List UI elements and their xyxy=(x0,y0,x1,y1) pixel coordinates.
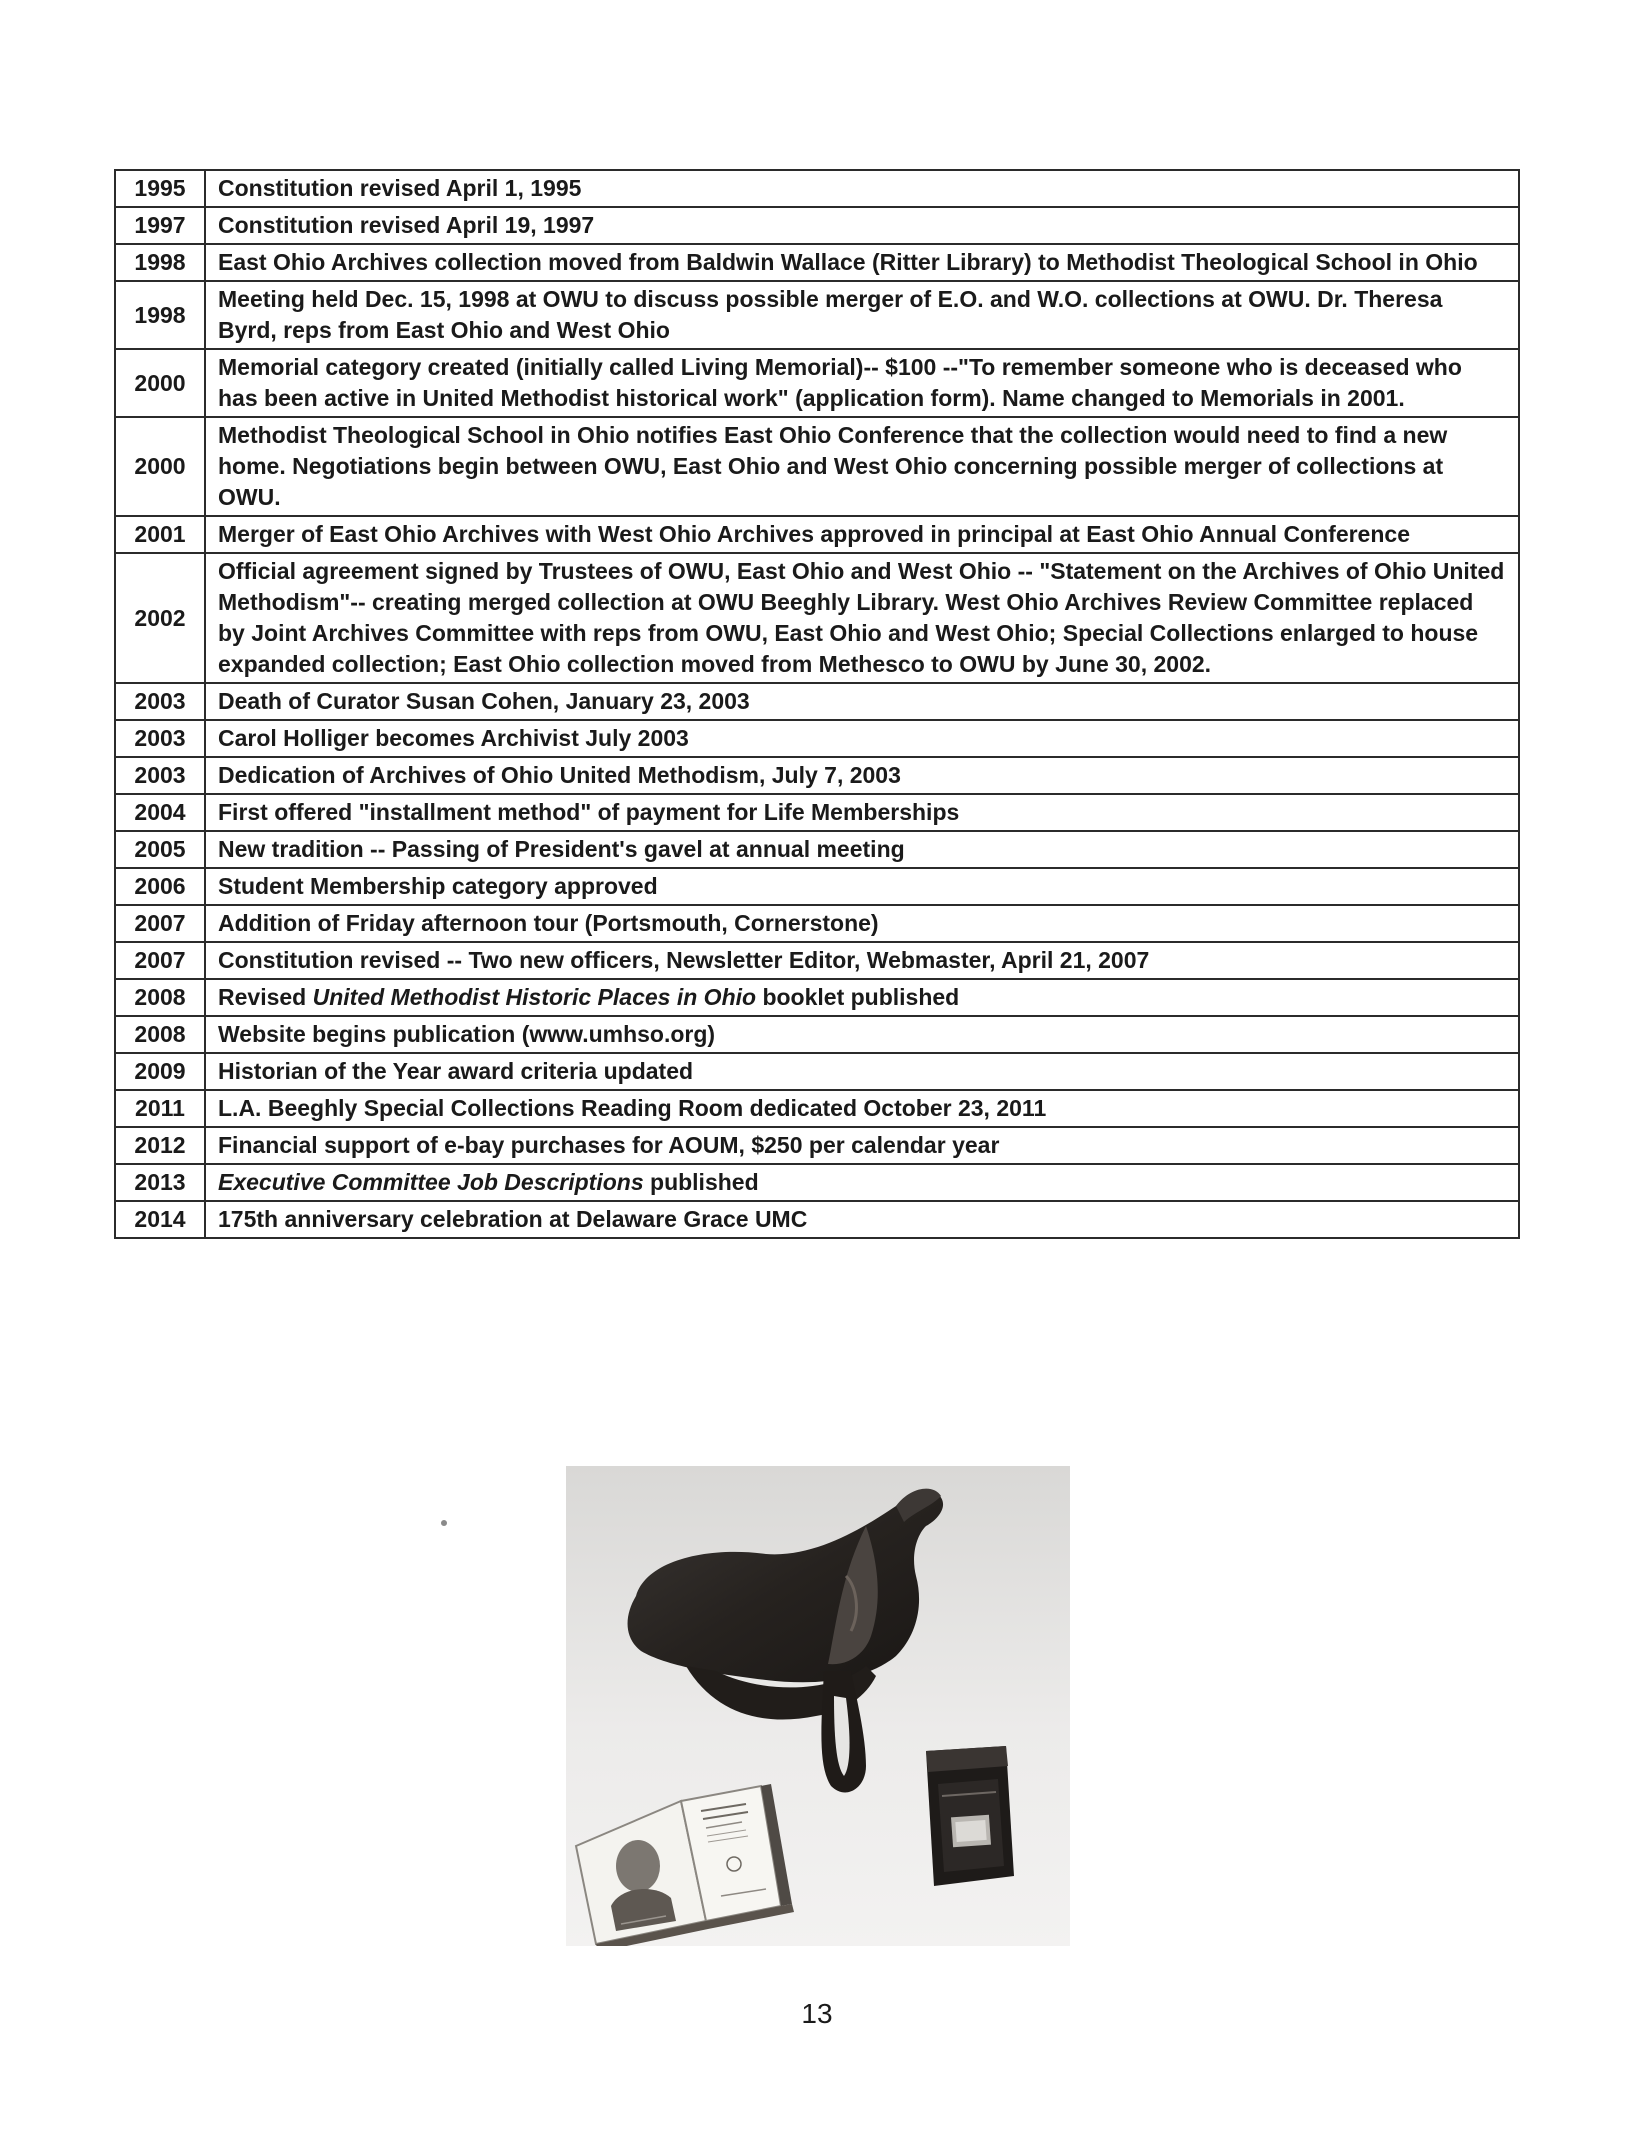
event-cell xyxy=(205,1127,1519,1164)
table-row xyxy=(115,1016,1519,1053)
event-text: Death of Curator Susan Cohen, January 23, 2003 xyxy=(218,688,750,714)
event-cell xyxy=(205,979,1519,1016)
event-cell xyxy=(205,349,1519,417)
event-text: L.A. Beeghly Special Collections Reading Room dedicated October 23, 2011 xyxy=(218,1095,1047,1121)
year-cell: 2003 xyxy=(115,720,205,757)
event-text: 175th anniversary celebration at Delaware Grace UMC xyxy=(218,1206,808,1232)
year-cell: 2008 xyxy=(115,979,205,1016)
year-cell: 2007 xyxy=(115,905,205,942)
event-text: East Ohio Archives collection moved from Baldwin Wallace (Ritter Library) to Methodist Theological School in Ohio xyxy=(218,249,1478,275)
year-cell: 2003 xyxy=(115,683,205,720)
event-cell xyxy=(205,905,1519,942)
event-cell xyxy=(205,757,1519,794)
event-text: Constitution revised April 19, 1997 xyxy=(218,212,595,238)
event-cell xyxy=(205,1053,1519,1090)
event-text: Merger of East Ohio Archives with West Ohio Archives approved in principal at East Ohio Annual Conference xyxy=(218,521,1410,547)
timeline-body xyxy=(115,170,1519,1238)
event-text: Dedication of Archives of Ohio United Methodism, July 7, 2003 xyxy=(218,762,901,788)
table-row xyxy=(115,979,1519,1016)
event-cell xyxy=(205,1090,1519,1127)
event-text: Website begins publication (www.umhso.org) xyxy=(218,1021,716,1047)
artifact-photo xyxy=(566,1466,1070,1946)
event-text: Constitution revised -- Two new officers, Newsletter Editor, Webmaster, April 21, 2007 xyxy=(218,947,1150,973)
event-title-italic: Executive Committee Job Descriptions xyxy=(218,1169,644,1195)
event-text: Methodist Theological School in Ohio notifies East Ohio Conference that the collection would need to find a new home. Negotiations begin between OWU, East Ohio and West Ohio concerning possible merger of collections at OWU. xyxy=(218,422,1448,510)
event-cell xyxy=(205,868,1519,905)
event-text: Memorial category created (initially called Living Memorial)-- $100 --"To remember someone who is deceased who has been active in United Methodist historical work" (application form). Name changed to Memorials in 2001. xyxy=(218,354,1462,411)
table-row xyxy=(115,1127,1519,1164)
table-row xyxy=(115,170,1519,207)
year-cell: 2000 xyxy=(115,349,205,417)
event-text: New tradition -- Passing of President's gavel at annual meeting xyxy=(218,836,905,862)
saddle-book-case-icon xyxy=(566,1466,1070,1946)
table-row xyxy=(115,683,1519,720)
event-cell xyxy=(205,281,1519,349)
event-text: Carol Holliger becomes Archivist July 2003 xyxy=(218,725,689,751)
event-cell xyxy=(205,417,1519,516)
table-row xyxy=(115,281,1519,349)
year-cell: 2005 xyxy=(115,831,205,868)
event-cell xyxy=(205,831,1519,868)
year-cell: 1998 xyxy=(115,244,205,281)
table-row xyxy=(115,207,1519,244)
table-row xyxy=(115,1053,1519,1090)
event-text: Student Membership category approved xyxy=(218,873,658,899)
event-cell xyxy=(205,516,1519,553)
year-cell: 2013 xyxy=(115,1164,205,1201)
table-row xyxy=(115,794,1519,831)
table-row xyxy=(115,757,1519,794)
year-cell: 1995 xyxy=(115,170,205,207)
table-row xyxy=(115,1164,1519,1201)
year-cell: 1998 xyxy=(115,281,205,349)
year-cell: 2008 xyxy=(115,1016,205,1053)
event-text: First offered "installment method" of payment for Life Memberships xyxy=(218,799,960,825)
year-cell: 2004 xyxy=(115,794,205,831)
event-cell xyxy=(205,553,1519,683)
event-cell xyxy=(205,1201,1519,1238)
table-row xyxy=(115,516,1519,553)
event-text: Revised xyxy=(218,984,313,1010)
event-cell xyxy=(205,683,1519,720)
table-row xyxy=(115,1201,1519,1238)
year-cell: 2014 xyxy=(115,1201,205,1238)
table-row xyxy=(115,905,1519,942)
event-cell xyxy=(205,207,1519,244)
event-title-italic: United Methodist Historic Places in Ohio xyxy=(312,984,757,1010)
year-cell: 2011 xyxy=(115,1090,205,1127)
event-text: Financial support of e-bay purchases for AOUM, $250 per calendar year xyxy=(218,1132,1000,1158)
table-row xyxy=(115,942,1519,979)
event-text: booklet published xyxy=(756,984,960,1010)
year-cell: 2009 xyxy=(115,1053,205,1090)
table-row xyxy=(115,1090,1519,1127)
event-cell xyxy=(205,1164,1519,1201)
year-cell: 2007 xyxy=(115,942,205,979)
year-cell: 2003 xyxy=(115,757,205,794)
event-cell xyxy=(205,720,1519,757)
event-text: Official agreement signed by Trustees of OWU, East Ohio and West Ohio -- "Statement on the Archives of Ohio United Methodism"-- creating merged collection at OWU Beeghly Library. West Ohio Archives Review Committee replaced by Joint Archives Committee with reps from OWU, East Ohio and West Ohio; Special Collections enlarged to house expanded collection; East Ohio collection moved from Methesco to OWU by June 30, 2002. xyxy=(218,558,1505,677)
page-number: 13 xyxy=(801,1998,833,2029)
event-text: Meeting held Dec. 15, 1998 at OWU to discuss possible merger of E.O. and W.O. collections at OWU. Dr. Theresa Byrd, reps from East Ohio and West Ohio xyxy=(218,286,1443,343)
timeline-table xyxy=(114,169,1520,1239)
year-cell: 2006 xyxy=(115,868,205,905)
event-cell xyxy=(205,942,1519,979)
event-text: Historian of the Year award criteria updated xyxy=(218,1058,694,1084)
event-cell xyxy=(205,170,1519,207)
event-cell xyxy=(205,1016,1519,1053)
table-row xyxy=(115,720,1519,757)
table-row xyxy=(115,831,1519,868)
year-cell: 2000 xyxy=(115,417,205,516)
year-cell: 2002 xyxy=(115,553,205,683)
event-cell xyxy=(205,794,1519,831)
event-text: Addition of Friday afternoon tour (Portsmouth, Cornerstone) xyxy=(218,910,879,936)
year-cell: 2001 xyxy=(115,516,205,553)
year-cell: 2012 xyxy=(115,1127,205,1164)
event-text: Constitution revised April 1, 1995 xyxy=(218,175,582,201)
table-row xyxy=(115,417,1519,516)
case-icon xyxy=(926,1746,1014,1886)
event-cell xyxy=(205,244,1519,281)
event-text: published xyxy=(643,1169,759,1195)
scan-speck xyxy=(441,1520,447,1526)
table-row xyxy=(115,349,1519,417)
table-row xyxy=(115,868,1519,905)
table-row xyxy=(115,553,1519,683)
table-row xyxy=(115,244,1519,281)
year-cell: 1997 xyxy=(115,207,205,244)
